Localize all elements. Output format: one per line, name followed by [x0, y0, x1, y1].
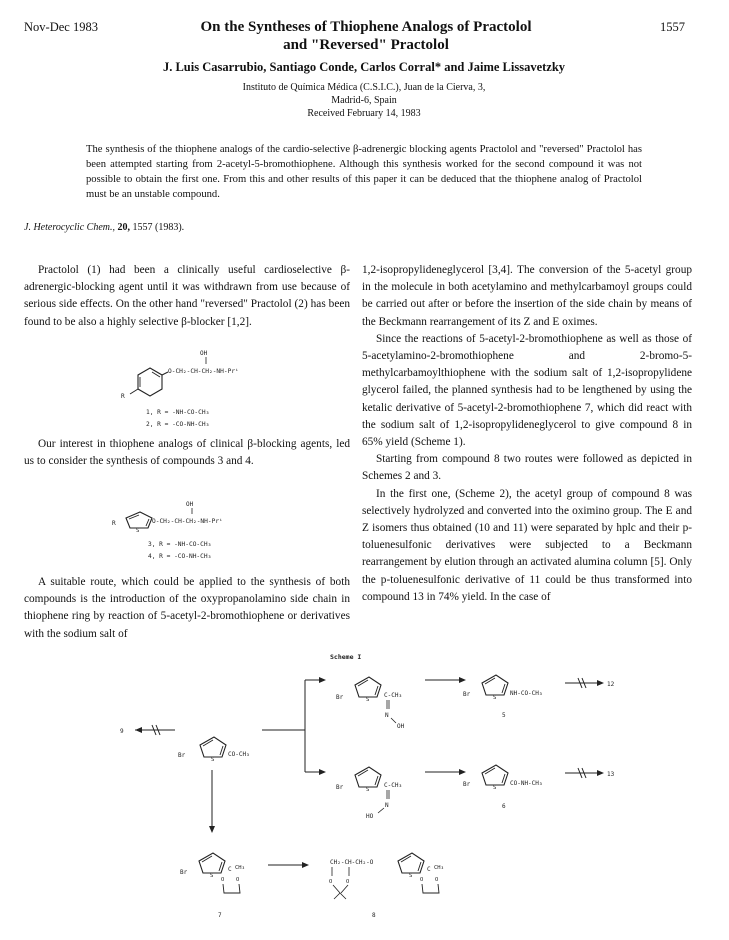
left-paragraph-1: Practolol (1) had been a clinically useful cardioselective β-adrenergic-blocking agent until it was withdrawn from use because of serious side effects. On the other hand "reversed" Practolol (2) has been found to be also a highly selective β-blocker [1,2].: [24, 264, 350, 328]
oxime-z-oh: OH: [397, 723, 405, 730]
citation-journal: J. Heterocyclic Chem.,: [24, 222, 115, 233]
title-line-2: and "Reversed" Practolol: [283, 37, 449, 53]
structure2-oh: OH: [186, 501, 194, 508]
compound-7: 7: [218, 912, 222, 919]
structure1-label-1: 1, R = -NH-CO-CH₃: [146, 409, 210, 416]
left-column-middle: [24, 436, 350, 470]
oxime-e-n: N: [385, 802, 389, 809]
structure-thiophene-drawing: [104, 496, 350, 566]
cmp5-nh-co-ch3: NH-CO-CH₃: [510, 690, 543, 697]
structure2-s: S: [136, 528, 140, 534]
left-paragraph-2: Our interest in thiophene analogs of clinical β-blocking agents, led us to consider the synthesis of compounds 3 and 4.: [24, 438, 350, 468]
article-title: [136, 18, 596, 54]
compound-5: 5: [502, 712, 506, 719]
cmp8-ch3: CH₃: [434, 865, 444, 871]
title-line-1: On the Syntheses of Thiophene Analogs of Practolol: [200, 19, 532, 35]
cmp7-o-left: O: [221, 877, 225, 883]
scheme-start-compound: [178, 737, 250, 763]
compound-6: 6: [502, 803, 506, 810]
oxime-z-n: N: [385, 712, 389, 719]
cmp7-br: Br: [180, 869, 188, 876]
oxime-e-s: S: [366, 787, 370, 793]
compound-9: 9: [120, 728, 124, 735]
start-co-ch3: CO-CH₃: [228, 751, 250, 758]
scheme-compound-5: [463, 675, 543, 719]
compound-12: 12: [607, 681, 615, 688]
structure-thiophene-analogs: [104, 496, 350, 566]
structure1-r: R: [121, 393, 125, 400]
scheme-title: Scheme I: [330, 653, 362, 661]
cmp5-s: S: [493, 695, 497, 701]
structure2-r: R: [112, 520, 116, 527]
oxime-z-br: Br: [336, 694, 344, 701]
right-paragraph-1: 1,2-isopropylideneglycerol [3,4]. The conversion of the 5-acetyl group in the molecule in both acetylamino and methylcarbamoyl groups could be carried out after or before the insertion of the side chain by means of the Beckmann rearrangement of its Z and E oximes.: [362, 264, 692, 328]
cmp6-s: S: [493, 785, 497, 791]
structure-practolol: [100, 344, 350, 430]
right-paragraph-2: Since the reactions of 5-acetyl-2-bromothiophene as well as those of 5-acetylamino-2-bromothiophene and 2-bromo-5-methylcarbamoylthiophene with the sodium salt of 1,2-isopropylidene glycerol failed, the planned synthesis had to be lengthened by using the ketalic derivative of 5-acetyl-2-bromothiophene 7, which did react with the sodium salt of 1,2-isopropylideneglycerol to give compound 8 in 65% yield (Scheme 1).: [362, 332, 692, 449]
received-date: Received February 14, 1983: [307, 108, 421, 119]
issue-date: Nov-Dec 1983: [24, 20, 98, 34]
scheme-1: [0, 645, 729, 935]
compound-13: 13: [607, 771, 615, 778]
citation: [24, 222, 184, 233]
affiliation: [164, 81, 564, 120]
cmp7-s: S: [210, 873, 214, 879]
structure-practolol-drawing: [100, 344, 350, 430]
scheme-1-drawing: [0, 645, 729, 935]
oxime-z-c-ch3: C-CH₃: [384, 692, 403, 699]
cmp6-br: Br: [463, 781, 471, 788]
citation-volume: 20,: [117, 222, 130, 233]
oxime-z-s: S: [366, 697, 370, 703]
oxime-e-br: Br: [336, 784, 344, 791]
citation-pages: 1557 (1983).: [132, 222, 185, 233]
left-column-bottom: [24, 574, 350, 643]
affiliation-line-1: Instituto de Química Médica (C.S.I.C.), Juan de la Cierva, 3,: [242, 82, 486, 93]
scheme-compound-7: [180, 853, 245, 919]
cmp8-s: S: [409, 873, 413, 879]
cmp8-o-right: O: [346, 879, 350, 885]
structure1-chain: O-CH₂-CH-CH₂-NH-Prⁱ: [168, 368, 239, 375]
oxime-e-c-ch3: C-CH₃: [384, 782, 403, 789]
structure2-chain: O-CH₂-CH-CH₂-NH-Prⁱ: [152, 518, 223, 525]
right-column: [362, 262, 692, 606]
left-column-top: [24, 262, 350, 331]
left-paragraph-3: A suitable route, which could be applied to the synthesis of both compounds is the introduction of the oxypropanolamino side chain in thiophene ring by reaction of 5-acetyl-2-bromothiophene or derivatives with the sodium salt of: [24, 576, 350, 640]
cmp5-br: Br: [463, 691, 471, 698]
cmp8-ketal-o-right: O: [435, 877, 439, 883]
page-number: 1557: [660, 20, 685, 34]
scheme-compound-8: [329, 853, 444, 919]
authors: J. Luis Casarrubio, Santiago Conde, Carlos Corral* and Jaime Lissavetzky: [162, 60, 566, 74]
structure1-label-2: 2, R = -CO-NH-CH₃: [146, 421, 210, 428]
oxime-e-ho: HO: [366, 813, 374, 820]
start-s: S: [211, 757, 215, 763]
right-paragraph-3: Starting from compound 8 two routes were followed as depicted in Schemes 2 and 3.: [362, 453, 692, 483]
scheme-oxime-z: [336, 677, 405, 730]
scheme-oxime-e: [336, 767, 402, 820]
abstract: The synthesis of the thiophene analogs of the cardio-selective β-adrenergic blocking agents Practolol and "reversed" Practolol has been attempted starting from 2-acetyl-5-bromothiophene. Although this synthesis worked for the second compound it was not possible to obtain the first one. From this and other results of this paper it can be deduced that the thiophene analog of Practolol must be an unstable compound.: [86, 144, 642, 200]
affiliation-line-2: Madrid-6, Spain: [331, 95, 397, 106]
structure1-oh: OH: [200, 350, 208, 357]
structure2-label-3: 3, R = -NH-CO-CH₃: [148, 541, 212, 548]
cmp8-chain: CH₂-CH-CH₂-O: [330, 859, 374, 866]
cmp6-co-nh-ch3: CO-NH-CH₃: [510, 780, 543, 787]
right-paragraph-4: In the first one, (Scheme 2), the acetyl group of compound 8 was selectively hydrolyzed and converted into the oximino group. The E and Z isomers thus obtained (10 and 11) were separated by hplc and their p-toluenesulfonic derivatives were subjected to a Beckmann rearrangement by elution through an activated alumina column [5]. Only the p-toluenesulfonic derivative of 11 could be thus transformed into compound 13 in 74% yield. In the case of: [362, 487, 692, 603]
cmp8-o-left: O: [329, 879, 333, 885]
arrow-to-9: [120, 725, 175, 735]
cmp7-o-right: O: [236, 877, 240, 883]
cmp8-c: C: [427, 866, 431, 873]
start-br: Br: [178, 752, 186, 759]
compound-8: 8: [372, 912, 376, 919]
cmp7-c: C: [228, 866, 232, 873]
structure2-label-4: 4, R = -CO-NH-CH₃: [148, 553, 212, 560]
cmp7-ch3: CH₃: [235, 865, 245, 871]
cmp8-ketal-o-left: O: [420, 877, 424, 883]
scheme-compound-6: [463, 765, 543, 810]
